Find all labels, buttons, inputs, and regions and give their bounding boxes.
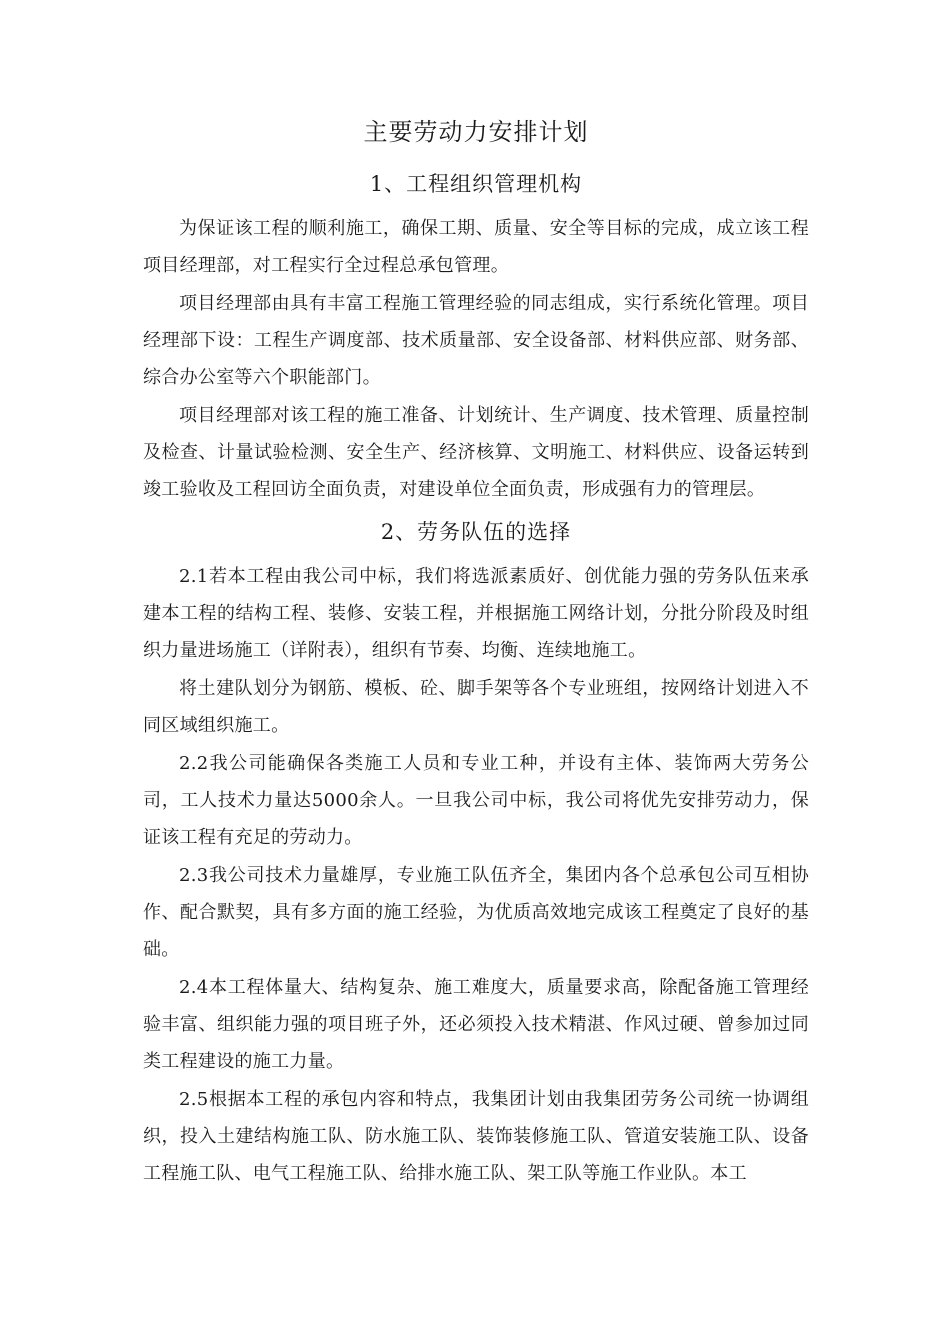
- paragraph: 2.3我公司技术力量雄厚，专业施工队伍齐全，集团内各个总承包公司互相协作、配合默契，具有多方面的施工经验，为优质高效地完成该工程奠定了良好的基础。: [143, 865, 809, 960]
- paragraph: 2.1若本工程由我公司中标，我们将选派素质好、创优能力强的劳务队伍来承建本工程的结构工程、装修、安装工程，并根据施工网络计划，分批分阶段及时组织力量进场施工（详附表），组织有节奏、均衡、连续地施工。: [143, 566, 809, 661]
- paragraph: 2.2我公司能确保各类施工人员和专业工种，并设有主体、装饰两大劳务公司，工人技术力量达5000余人。一旦我公司中标，我公司将优先安排劳动力，保证该工程有充足的劳动力。: [143, 753, 809, 848]
- paragraph: 2.4本工程体量大、结构复杂、施工难度大，质量要求高，除配备施工管理经验丰富、组织能力强的项目班子外，还必须投入技术精湛、作风过硬、曾参加过同类工程建设的施工力量。: [143, 977, 809, 1072]
- section-organization: [143, 166, 809, 508]
- section-heading: 2、劳务队伍的选择: [380, 520, 572, 544]
- paragraph: 项目经理部由具有丰富工程施工管理经验的同志组成，实行系统化管理。项目经理部下设：工程生产调度部、技术质量部、安全设备部、材料供应部、财务部、综合办公室等六个职能部门。: [143, 293, 809, 388]
- document-title: 主要劳动力安排计划: [363, 118, 589, 146]
- paragraph: 为保证该工程的顺利施工，确保工期、质量、安全等目标的完成，成立该工程项目经理部，对工程实行全过程总承包管理。: [143, 218, 809, 276]
- document-page: [143, 112, 809, 1198]
- paragraph: 项目经理部对该工程的施工准备、计划统计、生产调度、技术管理、质量控制及检查、计量试验检测、安全生产、经济核算、文明施工、材料供应、设备运转到竣工验收及工程回访全面负责，对建设单位全面负责，形成强有力的管理层。: [143, 405, 809, 500]
- paragraph: 2.5根据本工程的承包内容和特点，我集团计划由我集团劳务公司统一协调组织，投入土建结构施工队、防水施工队、装饰装修施工队、管道安装施工队、设备工程施工队、电气工程施工队、给排水施工队、架工队等施工作业队。本工: [143, 1089, 809, 1184]
- paragraph: 将土建队划分为钢筋、模板、砼、脚手架等各个专业班组，按网络计划进入不同区域组织施工。: [143, 678, 809, 736]
- section-heading: 1、工程组织管理机构: [369, 172, 583, 196]
- section-labor-team: [143, 514, 809, 1192]
